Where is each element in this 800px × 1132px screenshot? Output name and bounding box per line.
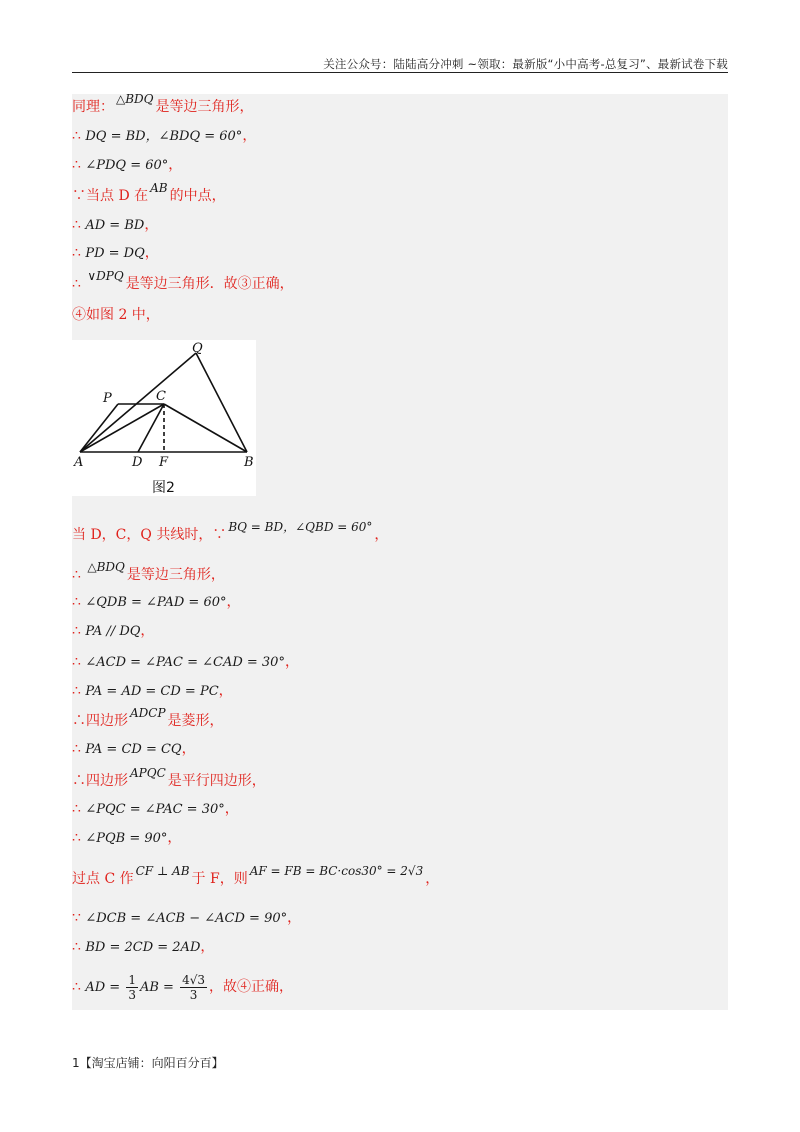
solution-line: 过点 C 作 CF ⊥ AB 于 F，则 AF = FB = BC·cos30° = 2√3 ， [72,864,440,887]
solution-line: ∴ AD = BD， [72,217,159,233]
label-q: Q [192,341,203,356]
solution-line: ∴ △BDQ 是等边三角形， [72,560,225,583]
solution-line: ∴ ∨DPQ 是等边三角形．故③正确， [72,269,294,292]
solution-line: ∵ ∠DCB = ∠ACB − ∠ACD = 90°， [72,910,302,926]
label-a: A [74,455,84,470]
solution-line: ∴ BD = 2CD = 2AD， [72,939,215,955]
geometry-figure [72,340,256,496]
solution-line: 同理： △BDQ 是等边三角形， [72,92,254,115]
solution-line: ∴ PA = CD = CQ， [72,741,196,757]
solution-line: ∴ PA // DQ， [72,623,155,639]
solution-line: ∴ AD = $\frac{1}{3}$ AB = $\frac{4√3}{3}$ ，故④正确， [72,972,293,1002]
label-d: D [132,455,143,470]
solution-line: ∴ ∠QDB = ∠PAD = 60°， [72,594,241,610]
label-b: B [244,455,254,470]
solution-line: ∵当点 D 在 AB 的中点， [72,181,226,204]
solution-line: 当 D，C，Q 共线时，∵ BQ = BD，∠QBD = 60° ， [72,520,389,543]
solution-line: ∴ PA = AD = CD = PC， [72,683,233,699]
solution-line: ∴ ∠PQC = ∠PAC = 30°， [72,801,239,817]
label-c: C [156,389,166,404]
solution-line: ∴ DQ = BD，∠BDQ = 60°， [72,128,257,144]
segment-aq [80,353,196,452]
label-f: F [159,455,169,470]
figure-2-diagram [72,340,256,496]
solution-line: ∴ ∠PDQ = 60°， [72,157,183,173]
label-p: P [103,391,112,406]
solution-line: ∴ ∠PQB = 90°， [72,830,182,846]
solution-line: ∴ ∠ACD = ∠PAC = ∠CAD = 30°， [72,654,299,670]
segment-ap [80,404,118,452]
solution-line: ∴四边形 ADCP 是菱形， [72,706,224,729]
header-divider [72,72,728,73]
solution-line: ④如图 2 中， [72,307,160,323]
fraction-one-third: $\frac{1}{3}$ [128,972,136,1002]
fraction-four-root3-over-3: $\frac{4√3}{3}$ [182,972,205,1002]
solution-line: ∴四边形 APQC 是平行四边形， [72,766,266,789]
figure-caption: 图2 [152,480,175,496]
page-footer: 1【淘宝店铺：向阳百分百】 [72,1056,224,1070]
page-header: 关注公众号：陆陆高分冲刺 ~领取：最新版“小中高考-总复习”、最新试卷下载 [323,57,728,71]
solution-line: ∴ PD = DQ， [72,245,159,261]
